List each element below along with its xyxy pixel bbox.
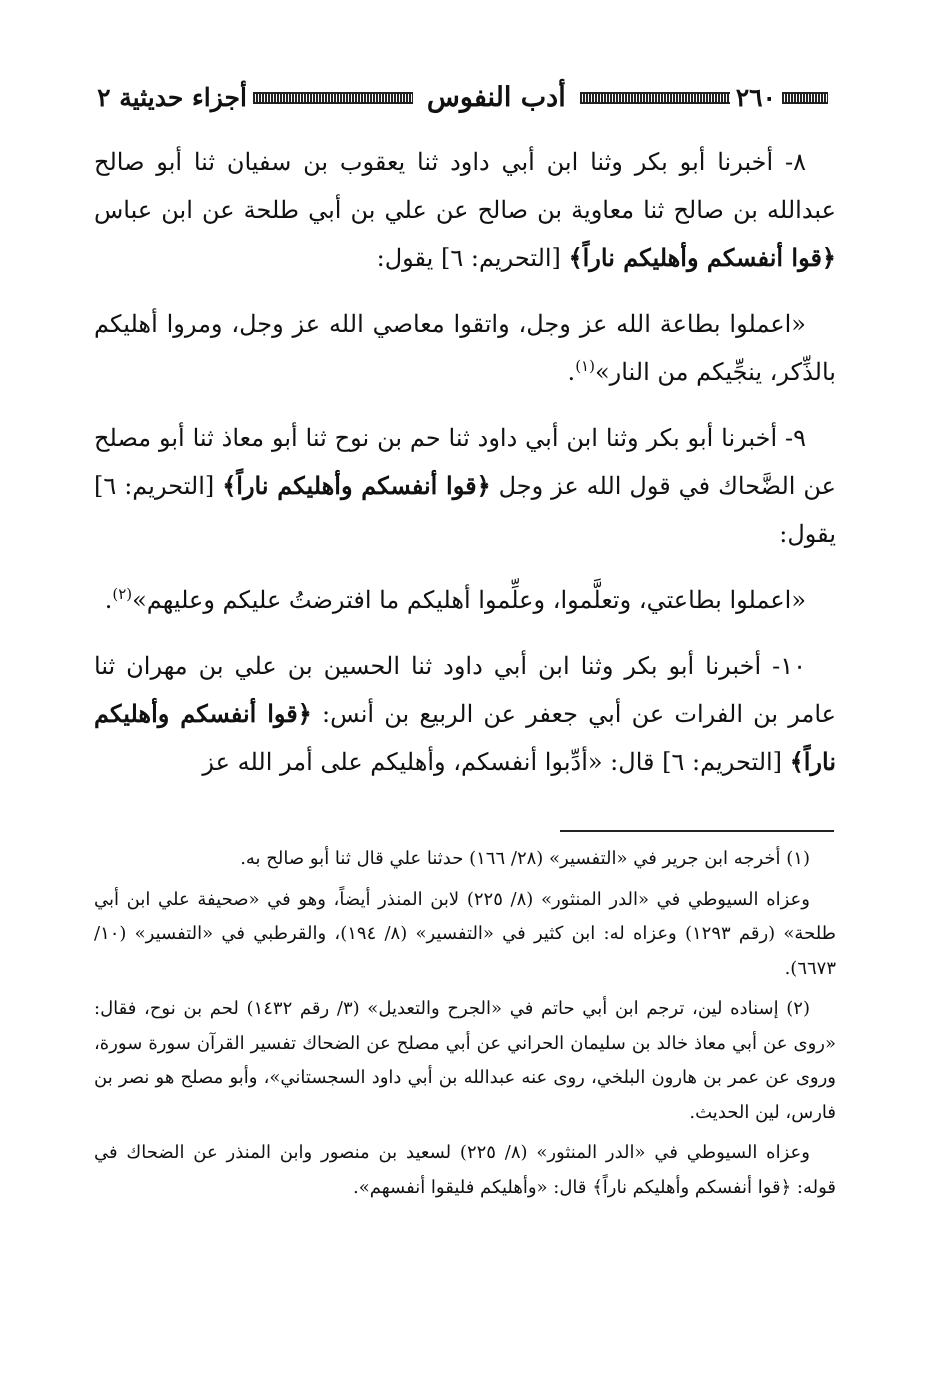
hadith-9-quote: «اعملوا بطاعتي، وتعلَّموا، وعلِّموا أهليكم ما افترضتُ عليكم وعليهم»$^{(٢)}$. [104, 585, 806, 614]
verse-quote: ﴿قوا أنفسكم وأهليكم ناراً﴾ [94, 699, 836, 776]
book-title: أدب النفوس [426, 82, 566, 113]
footnotes [94, 842, 836, 1211]
page-header [96, 78, 834, 118]
series-title: أجزاء حديثية ٢ [97, 83, 247, 112]
footnote-separator [560, 830, 834, 832]
hadith-10: ١٠- أخبرنا أبو بكر وثنا ابن أبي داود ثنا الحسين بن علي بن مهران ثنا عامر بن الفرات عن أبي جعفر عن الربيع بن أنس: ﴿قوا أنفسكم وأهليكم ناراً﴾ [التحريم: ٦] قال: «أدِّبوا أنفسكم، وأهليكم على أمر الله عز [94, 652, 836, 776]
page-number: ٢٦٠ [735, 83, 776, 112]
main-text [94, 138, 836, 804]
footnote-ref-1: (١) [575, 357, 595, 375]
hadith-9: ٩- أخبرنا أبو بكر وثنا ابن أبي داود ثنا حم بن نوح ثنا أبو معاذ ثنا أبو مصلح عن الضَّحاك في قول الله عز وجل ﴿قوا أنفسكم وأهليكم ناراً﴾ [التحريم: ٦] يقول: [94, 424, 836, 548]
footnote-2-continued: وعزاه السيوطي في «الدر المنثور» (٨/ ٢٢٥) لسعيد بن منصور وابن المنذر عن الضحاك في قوله: ﴿قوا أنفسكم وأهليكم ناراً﴾ قال: «وأهليكم فليقوا أنفسهم». [94, 1142, 836, 1198]
footnote-ref-2: (٢) [112, 585, 133, 603]
footnote-1: (١) أخرجه ابن جرير في «التفسير» (٢٨/ ١٦٦) حدثنا علي قال ثنا أبو صالح به. [240, 848, 810, 869]
hadith-8-quote: «اعملوا بطاعة الله عز وجل، واتقوا معاصي الله عز وجل، ومروا أهليكم بالذِّكر، ينجِّيكم من النار»$^{(١)}$. [94, 310, 836, 386]
header-rule-middle-right [580, 92, 730, 104]
header-rule-middle-left [253, 92, 413, 104]
verse-quote: ﴿قوا أنفسكم وأهليكم ناراً﴾ [568, 243, 836, 272]
footnote-1-continued: وعزاه السيوطي في «الدر المنثور» (٨/ ٢٢٥) لابن المنذر أيضاً، وهو في «صحيفة علي ابن أبي طلحة» (رقم ١٢٩٣) وعزاه له: ابن كثير في «التفسير» (٨/ ١٩٤)، والقرطبي في «التفسير» (١٠/ ٦٦٧٣). [94, 888, 836, 979]
verse-quote: ﴿قوا أنفسكم وأهليكم ناراً﴾ [222, 471, 491, 500]
hadith-8: ٨- أخبرنا أبو بكر وثنا ابن أبي داود ثنا يعقوب بن سفيان ثنا أبو صالح عبدالله بن صالح ثنا معاوية بن صالح عن علي بن أبي طلحة عن ابن عباس ﴿قوا أنفسكم وأهليكم ناراً﴾ [التحريم: ٦] يقول: [94, 148, 836, 272]
header-rule-right [782, 92, 828, 104]
footnote-2: (٢) إسناده لين، ترجم ابن أبي حاتم في «الجرح والتعديل» (٣/ رقم ١٤٣٢) لحم بن نوح، فقال: «روى عن أبي معاذ خالد بن سليمان الحراني عن أبي مصلح عن الضحاك تفسير القرآن سورة سورة، وروى عن عمر بن هارون البلخي، روى عنه عبدالله بن أبي داود السجستاني»، وأبو مصلح هو نصر بن فارس، لين الحديث. [94, 998, 836, 1123]
